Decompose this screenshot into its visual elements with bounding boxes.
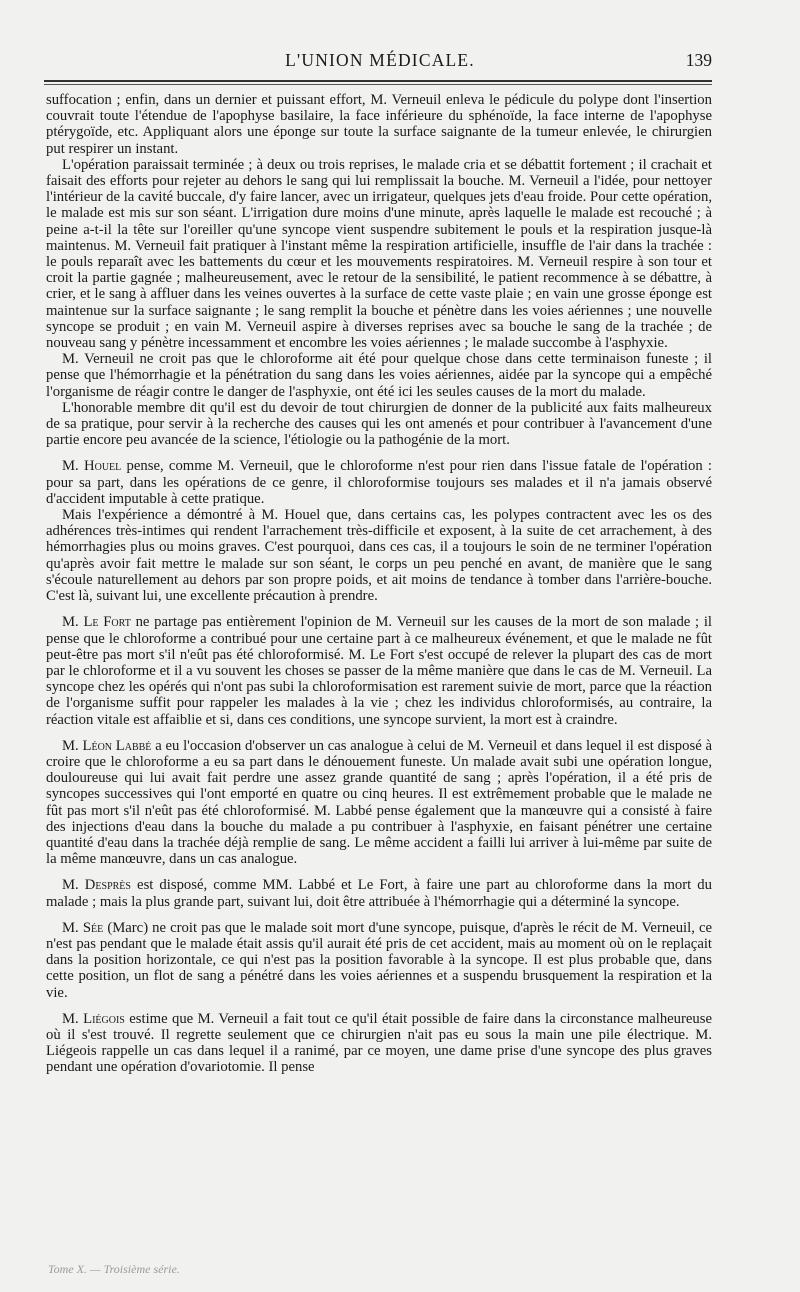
paragraph-text: M. Verneuil ne croit pas que le chloroforme ait été pour quelque chose dans cette terminaison funeste ; il pense que l'hémorrhagie et la pénétration du sang dans les voies aériennes, aidée par la syncope qui a empêché l'organisme de réagir contre le danger de l'asphyxie, ont été ici les seules causes de la mort du malade.	[46, 351, 712, 400]
speaker-name: M. Léon Labbé	[62, 737, 152, 754]
paragraph	[46, 738, 712, 868]
paragraph	[46, 920, 712, 1001]
page-number: 139	[685, 50, 712, 70]
paragraph	[46, 157, 712, 351]
paragraph	[46, 92, 712, 157]
speaker-name: M. Liégois	[62, 1010, 125, 1027]
paragraph	[46, 507, 712, 604]
article-body	[46, 92, 712, 1076]
paragraph-text: est disposé, comme MM. Labbé et Le Fort, à faire une part au chloroforme dans la mort du malade ; mais la plus grande part, suivant lui, doit être attribuée à l'hémorrhagie qui a déterminé la syncope.	[46, 877, 712, 910]
paragraph-text: ne partage pas entièrement l'opinion de M. Verneuil sur les causes de la mort de son malade ; il pense que le chloroforme a contribué pour une certaine part à ce malheureux événement, et que le malade ne fût peut-être pas mort s'il n'eût pas été chloroformisé. M. Le Fort s'est occupé de relever la plupart des cas de mort par le chloroforme et il a vu souvent les choses se passer de la même manière que dans le cas de M. Verneuil. La syncope chez les opérés qui n'ont pas subi la chloroformisation est rarement suivie de mort, parce que la réaction de l'organisme suffit pour rappeler les malades à la vie ; chez les individus chloroformisés, au contraire, la réaction vitale est affaiblie et si, dans ces conditions, une syncope survient, la mort est à craindre.	[46, 614, 713, 728]
paragraph	[46, 877, 712, 909]
paragraph	[46, 1011, 712, 1076]
journal-title: L'UNION MÉDICALE.	[285, 50, 475, 70]
paragraph-text: (Marc) ne croit pas que le malade soit mort d'une syncope, puisque, d'après le récit de M. Verneuil, ce n'est pas pendant que le malade était assis qu'il aurait été pris de cet accident, mais au moment où on le replaçait dans la position horizontale, ce qui n'est pas la position favorable à la syncope. Il est plus probable que, dans cette position, un flot de sang a pénétré dans les voies aériennes et a suspendu brusquement la respiration et la vie.	[46, 919, 713, 1001]
page-footer: Tome X. — Troisième série.	[48, 1262, 180, 1276]
paragraph-text: L'opération paraissait terminée ; à deux ou trois reprises, le malade cria et se débattit fortement ; il crachait et faisait des efforts pour rejeter au dehors le sang qui lui remplissait la bouche. M. Verneuil a l'idée, pour nettoyer l'intérieur de la cavité buccale, d'y faire lancer, avec un irrigateur, quelques jets d'eau froide. Pour cette opération, le malade est mis sur son séant. L'irrigation dure moins d'une minute, après laquelle le malade est recouché ; à peine a-t-il la tête sur l'oreiller qu'une syncope vient suspendre subitement le pouls et la respiration jusque-là maintenus. M. Verneuil fait pratiquer à l'instant même la respiration artificielle, insuffle de l'air dans la trachée : le pouls reparaît avec les battements du cœur et les mouvements respiratoires. M. Verneuil respire à son tour et croit la partie gagnée ; malheureusement, avec le retour de la sensibilité, le patient recommence à se débattre, à crier, et le sang à affluer dans les veines ouvertes à la surface de cette vaste plaie ; en vain une grosse éponge est maintenue sur la surface saignante ; le sang remplit la bouche et pénètre dans les voies aériennes ; une nouvelle syncope se produit ; en vain M. Verneuil aspire à diverses reprises avec sa bouche le sang de la trachée ; de nouveau sang y pénètre incessamment et encombre les voies aériennes ; le malade succombe à l'asphyxie.	[46, 156, 712, 352]
header-rule-thin	[44, 84, 712, 85]
paragraph-text: L'honorable membre dit qu'il est du devoir de tout chirurgien de donner de la publicité aux faits malheureux de sa pratique, pour servir à la recherche des causes qui les ont amenés et pour contribuer à l'avancement d'une partie encore peu avancée de la science, l'étiologie ou la pathogénie de la mort.	[46, 399, 712, 449]
paragraph-text: a eu l'occasion d'observer un cas analogue à celui de M. Verneuil et dans lequel il est disposé à croire que le chloroforme a eu sa part dans le dénouement funeste. Un malade avait subi une opération longue, douloureuse qui lui avait fait perdre une assez grande quantité de sang ; après l'opération, il a été pris de syncopes successives qui l'ont emporté en quatre ou cinq heures. Il est extrêmement probable que le malade ne fût pas mort s'il n'eût pas été chloroformisé. M. Labbé pense également que la manœuvre qui a consisté à faire des injections d'eau dans la bouche du malade a pu contribuer à l'asphyxie, en faisant pénétrer une certaine quantité d'eau dans la trachée déjà remplie de sang. Le même accident a failli lui arriver à lui-même par suite de la même manœuvre, dans un cas analogue.	[46, 737, 712, 868]
paragraph	[46, 400, 712, 449]
speaker-name: M. Sée	[62, 919, 104, 936]
running-header	[48, 48, 712, 74]
header-rule	[44, 80, 712, 82]
speaker-name: M. Desprès	[62, 877, 131, 894]
paragraph-text: pense, comme M. Verneuil, que le chloroforme n'est pour rien dans l'issue fatale de l'opération : pour sa part, dans les opérations de ce genre, il chloroformise toujours ses malades et il n'a jamais observé d'accident imputable à cette pratique.	[46, 458, 713, 507]
paragraph	[46, 458, 712, 507]
speaker-name: M. Houel	[62, 458, 122, 475]
paragraph	[46, 614, 712, 727]
speaker-name: M. Le Fort	[62, 614, 131, 631]
paragraph-text: Mais l'expérience a démontré à M. Houel que, dans certains cas, les polypes contractent avec les os des adhérences très-intimes qui rendent l'arrachement très-difficile et exposent, à la suite de cet arrachement, à des hémorrhagies plus ou moins graves. C'est pourquoi, dans ces cas, il a toujours le soin de ne terminer l'opération qu'après avoir fait mettre le malade sur son séant, le corps un peu penché en avant, de manière que le sang s'écoule naturellement au dehors par son propre poids, et ait moins de tendance à tomber dans l'arrière-bouche. C'est là, suivant lui, une excellente précaution à prendre.	[46, 507, 712, 605]
paragraph	[46, 351, 712, 400]
paragraph-text: estime que M. Verneuil a fait tout ce qu'il était possible de faire dans la circonstance malheureuse où il s'est trouvé. Il regrette seulement que ce chirurgien n'ait pas eu sous la main une pile électrique. M. Liégeois rappelle un cas dans lequel il a ranimé, par ce moyen, une dame prise d'une syncope des plus graves pendant une opération d'ovariotomie. Il pense	[46, 1010, 713, 1076]
paragraph-text: suffocation ; enfin, dans un dernier et puissant effort, M. Verneuil enleva le pédicule du polype dont l'insertion couvrait toute l'étendue de l'apophyse basilaire, la face inférieure du sphénoïde, la face interne de l'apophyse ptérygoïde, etc. Appliquant alors une éponge sur toute la surface saignante de la tumeur enlevée, le chirurgien put respirer un instant.	[46, 92, 712, 157]
